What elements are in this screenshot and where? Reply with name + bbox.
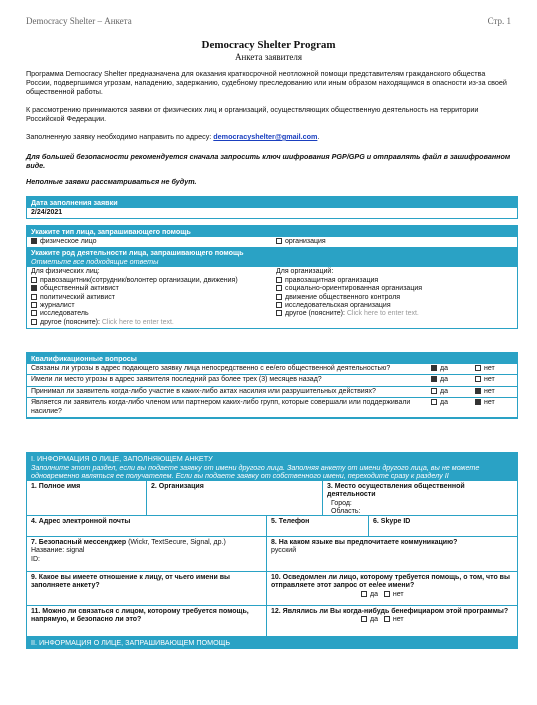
intro-paragraph-3: Заполненную заявку необходимо направить по адресу: democracyshelter@gmail.com. — [26, 132, 320, 141]
type-individual-label: физическое лицо — [40, 238, 97, 245]
submit-instruction: Заполненную заявку необходимо направить по адресу: — [26, 132, 212, 141]
checkbox-icon[interactable] — [276, 238, 282, 244]
type-organization-option[interactable] — [272, 237, 517, 247]
full-name-field[interactable]: 1. Полное имя — [27, 481, 147, 515]
checkbox-icon[interactable] — [276, 285, 282, 291]
qualifying-answer-no[interactable] — [473, 398, 517, 417]
checkbox-icon[interactable] — [31, 310, 37, 316]
organization-option[interactable] — [276, 277, 513, 285]
type-individual-option[interactable] — [27, 237, 272, 247]
organizations-header: Для организаций: — [276, 268, 334, 276]
answer-label: нет — [484, 365, 495, 372]
activity-hint: Отметьте все подходящие ответы — [27, 258, 517, 267]
checkbox-icon[interactable] — [31, 238, 37, 244]
section-1-row-5 — [27, 606, 517, 637]
activity-location-label: 3. Место осуществления общественной деятельности — [327, 483, 465, 499]
other-text-field[interactable]: Click here to enter text. — [101, 318, 174, 326]
checkbox-icon[interactable] — [276, 302, 282, 308]
individual-option[interactable] — [31, 285, 268, 293]
organization-option-label: социально-ориентированная организация — [285, 285, 423, 293]
answer-label: да — [440, 376, 448, 384]
qualifying-question-text: Имели ли место угрозы в адрес заявителя последний раз более трех (3) месяцев назад? — [31, 376, 322, 384]
qualifying-answer-yes[interactable] — [429, 387, 473, 397]
organization-option[interactable] — [276, 302, 513, 310]
checkbox-icon[interactable] — [384, 591, 390, 597]
beneficiary-yes: да — [370, 616, 378, 624]
individual-option-label: исследователь — [40, 310, 89, 318]
section-2-title: II. ИНФОРМАЦИЯ О ЛИЦЕ, ЗАПРАШИВАЮЩЕМ ПОМОЩЬ — [27, 637, 517, 648]
date-label: Дата заполнения заявки — [27, 197, 517, 208]
checkbox-icon[interactable] — [31, 285, 37, 291]
intro-paragraph-1: Программа Democracy Shelter предназначена для оказания краткосрочной неотложной помощи представителям гражданского общества России, подвергшимся угрозам, нападению, задержанию, судебному преследованию или иным образом находящимся в опасности из-за своей общественной работы. — [26, 69, 507, 96]
activity-options — [27, 267, 517, 328]
date-value[interactable]: 2/24/2021 — [31, 209, 63, 216]
section-1-row-2 — [27, 516, 517, 537]
checkbox-icon[interactable] — [475, 376, 481, 382]
checkbox-icon[interactable] — [31, 319, 37, 325]
beneficiary-field[interactable] — [267, 606, 517, 636]
page-number: Стр. 1 — [487, 16, 511, 26]
checkbox-icon[interactable] — [475, 399, 481, 405]
checkbox-icon[interactable] — [31, 302, 37, 308]
qualifying-question-text: Принимал ли заявитель когда-либо участие в каких-либо актах насилия или разрушительных действиях? — [31, 387, 376, 395]
organization-option-label: движение общественного контроля — [285, 293, 401, 301]
type-label: Укажите тип лица, запрашивающего помощь — [27, 226, 517, 237]
phone-field[interactable]: 5. Телефон — [267, 516, 369, 536]
checkbox-icon[interactable] — [475, 388, 481, 394]
qualifying-answer-yes[interactable] — [429, 364, 473, 374]
beneficiary-no: нет — [392, 616, 404, 624]
qualifying-question-row — [27, 364, 517, 375]
checkbox-icon[interactable] — [431, 365, 437, 371]
checkbox-icon[interactable] — [431, 399, 437, 405]
individual-option[interactable] — [31, 319, 268, 327]
organization-option-label: другое (поясните): — [285, 310, 345, 318]
awareness-field[interactable] — [267, 572, 517, 605]
beneficiary-label: 12. Являлись ли Вы когда-нибудь бенефициаром этой программы? — [271, 608, 509, 615]
language-value: русский — [271, 547, 297, 555]
answer-label: нет — [484, 399, 495, 407]
qualifying-question-row — [27, 375, 517, 386]
checkbox-icon[interactable] — [384, 616, 390, 622]
individual-option-label: другое (поясните): — [40, 318, 100, 326]
organization-option-label: исследовательская организация — [285, 302, 391, 310]
document-title: Democracy Shelter Program — [201, 39, 336, 51]
qualifying-answer-yes[interactable] — [429, 375, 473, 385]
awareness-yes: да — [370, 590, 378, 598]
language-field[interactable] — [267, 537, 517, 571]
answer-label: нет — [484, 387, 495, 395]
individual-option-label: журналист — [40, 302, 75, 310]
messenger-name-value: signal — [66, 547, 85, 555]
direct-contact-field[interactable]: 11. Можно ли связаться с лицом, которому требуется помощь, напрямую, и безопасно ли это? — [27, 606, 267, 636]
messenger-field[interactable] — [27, 537, 267, 571]
relationship-field[interactable]: 9. Какое вы имеете отношение к лицу, от чьего имени вы заполняете анкету? — [27, 572, 267, 605]
other-text-field[interactable]: Click here to enter text. — [346, 310, 419, 318]
organization-field[interactable]: 2. Организация — [147, 481, 323, 515]
email-field[interactable]: 4. Адрес электронной почты — [27, 516, 267, 536]
section-1-hint: Заполните этот раздел, если вы подаете заявку от имени другого лица. Заполняя анкету от имени другого лица, вы не можете одновременно являться ее получателем. Если вы подаете заявку от собственного имени, переходите сразу к разделу II — [27, 464, 517, 481]
qualifying-answer-no[interactable] — [473, 387, 517, 397]
individual-option-label: общественный активист — [40, 285, 119, 293]
checkbox-icon[interactable] — [31, 277, 37, 283]
individuals-header: Для физических лиц: — [31, 268, 100, 276]
checkbox-icon[interactable] — [276, 294, 282, 300]
type-options — [27, 237, 517, 248]
qualifying-question-row — [27, 398, 517, 418]
checkbox-icon[interactable] — [475, 365, 481, 371]
intro-paragraph-5: Неполные заявки рассматриваться не будут. — [26, 177, 197, 186]
messenger-name-label: Название: — [31, 547, 65, 555]
organization-option[interactable] — [276, 285, 513, 293]
organization-option-label: правозащитная организация — [285, 276, 379, 284]
individual-option[interactable] — [31, 310, 268, 318]
individual-option-label: политический активист — [40, 293, 115, 301]
answer-label: да — [440, 365, 448, 372]
organization-option[interactable] — [276, 294, 513, 302]
qualifying-question-text: Связаны ли угрозы в адрес подающего заявку лица непосредственно с ее/его общественной деятельностью? — [31, 365, 391, 372]
qualifying-label: Квалификационные вопросы — [27, 353, 517, 364]
document-subtitle: Анкета заявителя — [234, 52, 303, 62]
activity-location-field[interactable] — [323, 481, 517, 515]
qualifying-answer-no[interactable] — [473, 364, 517, 374]
individual-option[interactable] — [31, 277, 268, 285]
type-organization-label: организация — [285, 238, 326, 245]
answer-label: да — [440, 399, 448, 407]
activity-label: Укажите род деятельности лица, запрашивающего помощь — [27, 248, 517, 258]
qualifying-answer-no[interactable] — [473, 375, 517, 385]
intro-paragraph-4: Для большей безопасности рекомендуется сначала запросить ключ шифрования PGP/GPG и отправлять файл в зашифрованном виде. — [26, 152, 511, 170]
checkbox-icon[interactable] — [431, 388, 437, 394]
checkbox-icon[interactable] — [361, 591, 367, 597]
qualifying-question-row — [27, 387, 517, 398]
email-link[interactable]: democracyshelter@gmail.com — [213, 132, 318, 141]
individual-option-label: правозащитник(сотрудник/волонтер организации, движения) — [40, 276, 238, 284]
intro-paragraph-2: К рассмотрению принимаются заявки от физических лиц и организаций, осуществляющих общественную деятельность на территории Российской Федерации. — [26, 105, 479, 123]
individual-option[interactable] — [31, 302, 268, 310]
organization-activity-column — [272, 267, 517, 328]
individual-activity-column — [27, 267, 272, 328]
section-1-block — [26, 452, 518, 649]
qualifying-answer-yes[interactable] — [429, 398, 473, 417]
date-block — [26, 196, 518, 219]
organization-option[interactable] — [276, 310, 513, 318]
qualifying-questions-block — [26, 352, 518, 419]
applicant-type-block — [26, 225, 518, 329]
individual-option[interactable] — [31, 294, 268, 302]
section-1-row-1 — [27, 481, 517, 516]
checkbox-icon[interactable] — [31, 294, 37, 300]
checkbox-icon[interactable] — [361, 616, 367, 622]
checkbox-icon[interactable] — [276, 310, 282, 316]
section-1-row-3 — [27, 537, 517, 572]
checkbox-icon[interactable] — [276, 277, 282, 283]
section-1-title: I. ИНФОРМАЦИЯ О ЛИЦЕ, ЗАПОЛНЯЮЩЕМ АНКЕТУ — [27, 453, 517, 464]
checkbox-icon[interactable] — [431, 376, 437, 382]
awareness-label: 10. Осведомлен ли лицо, которому требуется помощь, о том, что вы отправляете этот запрос от ее/ее имени? — [271, 574, 510, 590]
answer-label: да — [440, 387, 448, 395]
awareness-no: нет — [392, 590, 404, 598]
qualifying-question-text: Является ли заявитель когда-либо членом или партнером каких-либо групп, которые совершали или поддерживали насилие? — [31, 399, 411, 415]
page-header-left: Democracy Shelter – Анкета — [26, 16, 132, 26]
messenger-label: 7. Безопасный мессенджер — [31, 539, 127, 546]
city-label: Город: — [331, 499, 352, 507]
messenger-id-label: ID: — [31, 555, 40, 563]
skype-field[interactable]: 6. Skype ID — [373, 518, 411, 525]
language-label: 8. На каком языке вы предпочитаете коммуникацию? — [271, 539, 458, 546]
answer-label: нет — [484, 376, 495, 384]
messenger-hint: (Wickr, TextSecure, Signal, др.) — [128, 539, 226, 546]
region-label: Область: — [331, 508, 361, 516]
section-1-row-4 — [27, 572, 517, 606]
